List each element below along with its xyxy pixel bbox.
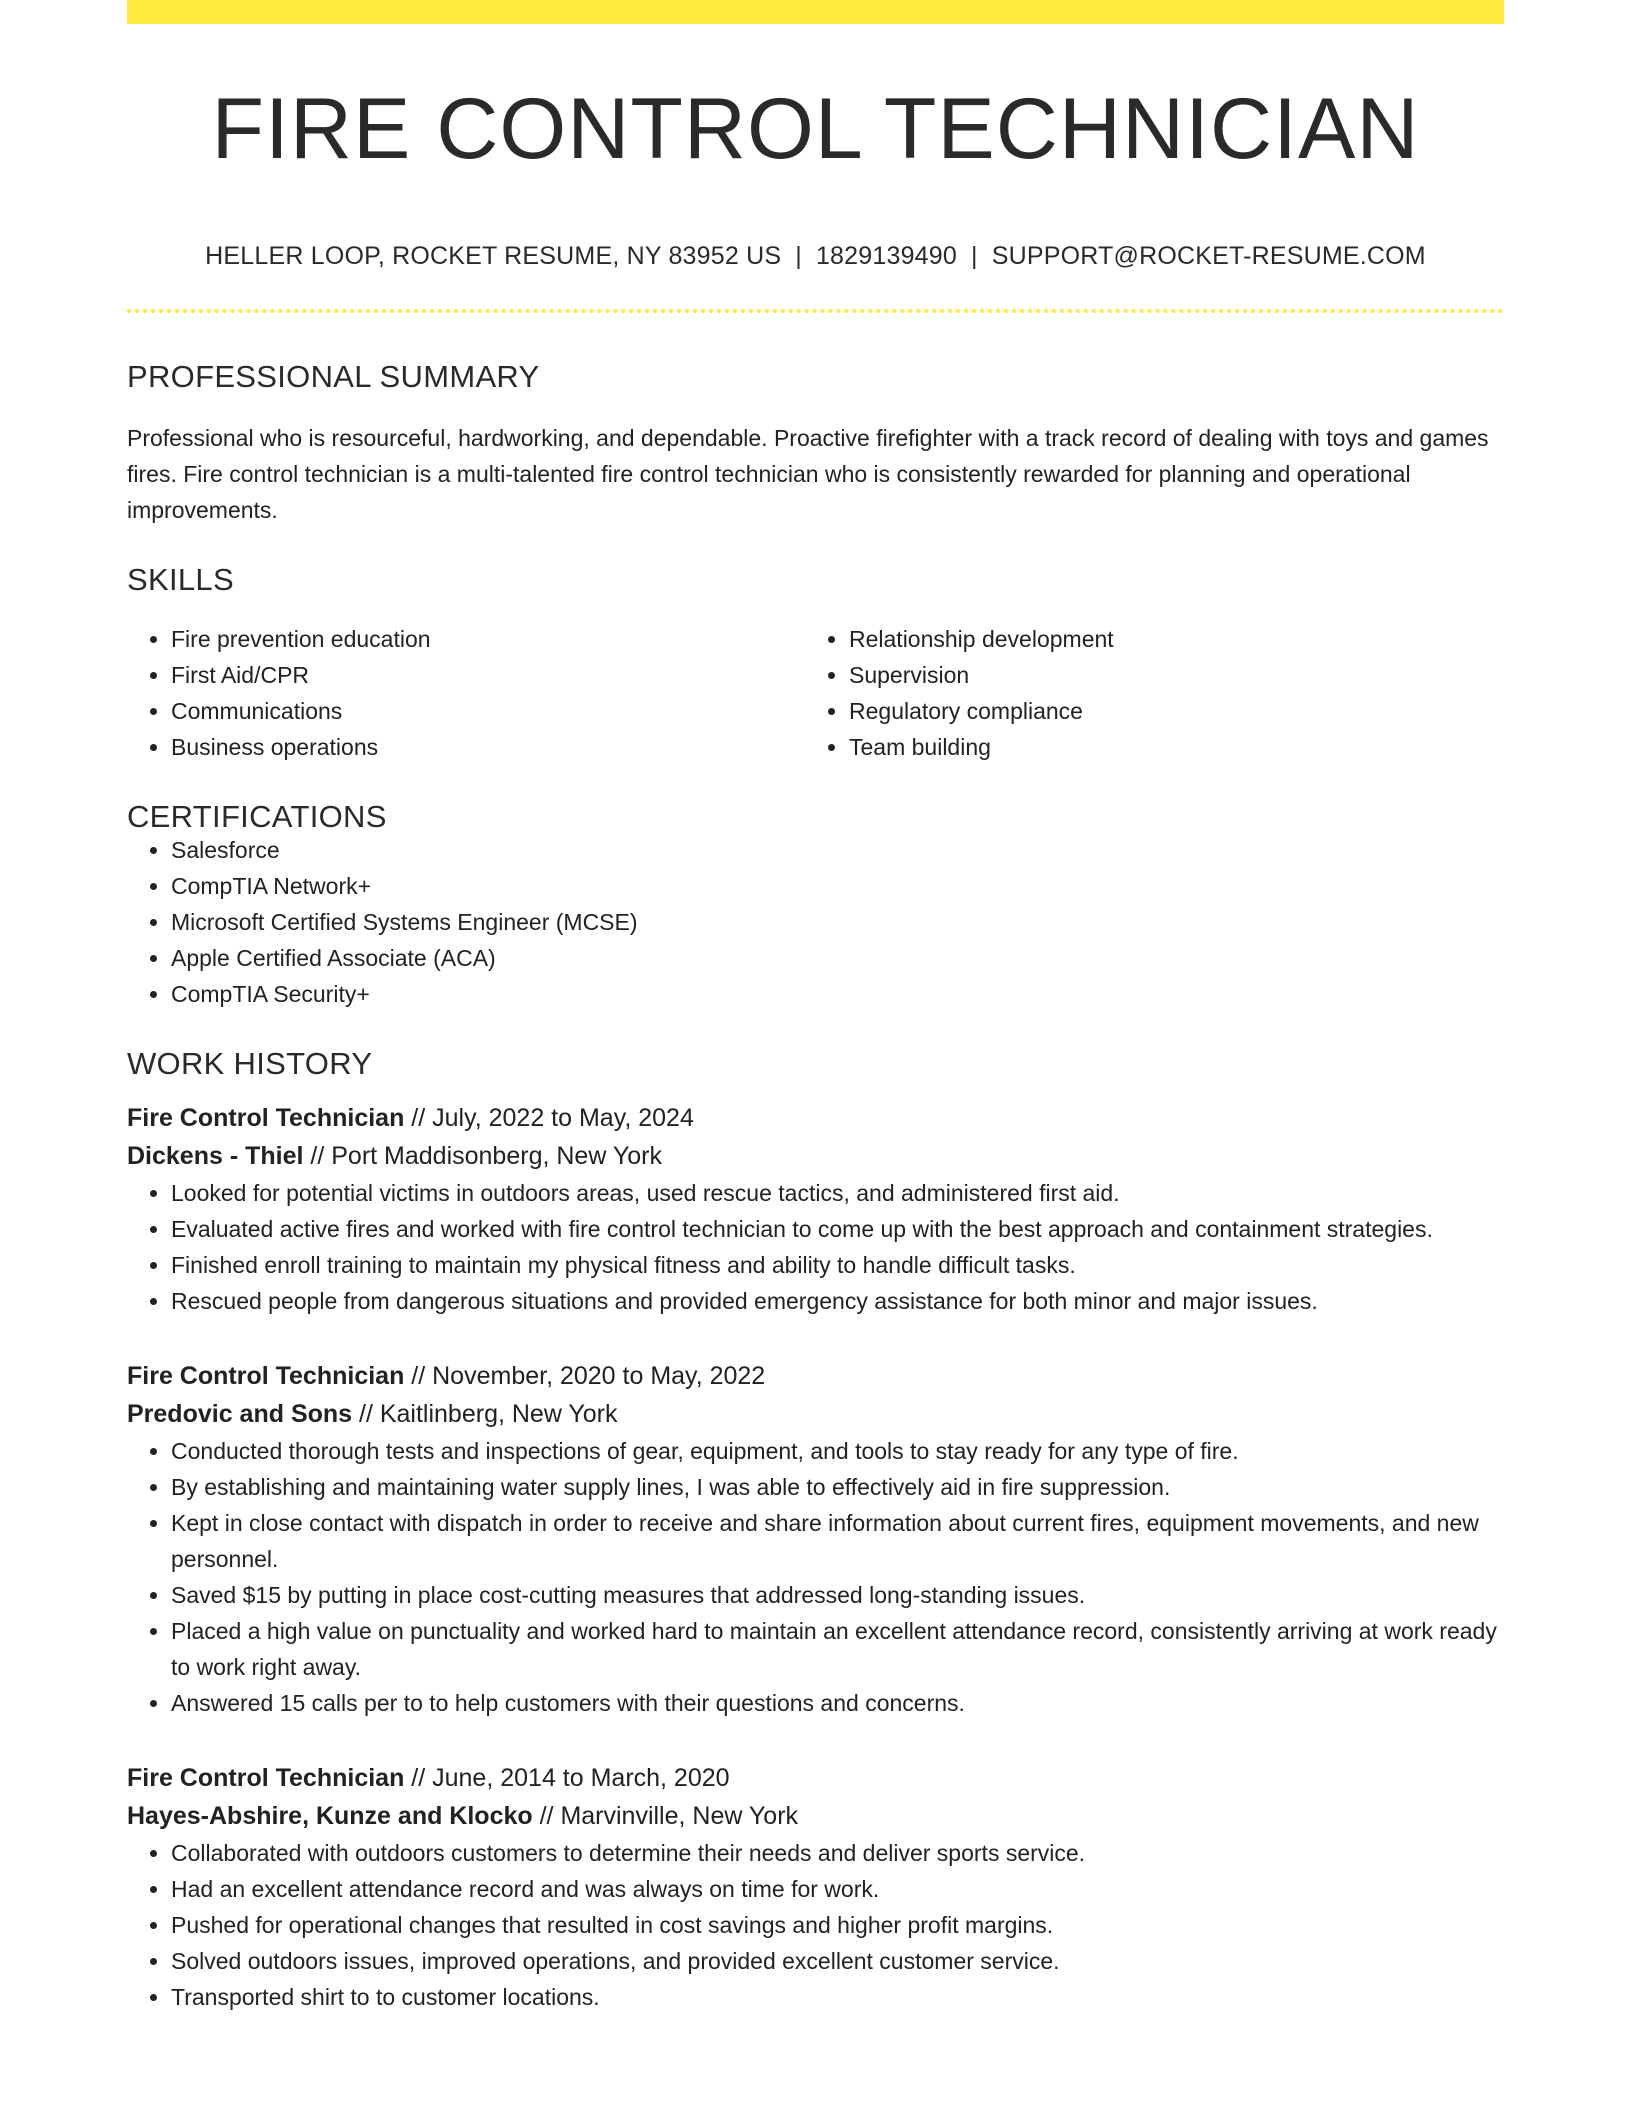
skill-item: • Fire prevention education [171, 621, 805, 657]
job-role: Fire Control Technician [127, 1362, 405, 1390]
certification-item: • Microsoft Certified Systems Engineer (MCSE) [171, 904, 1504, 940]
job-duty-item: • Conducted thorough tests and inspections of gear, equipment, and tools to stay ready for any type of fire. [171, 1433, 1504, 1469]
skill-item: • Business operations [171, 729, 805, 765]
job-duty-item: • Looked for potential victims in outdoors areas, used rescue tactics, and administered first aid. [171, 1175, 1504, 1211]
job-location: // Kaitlinberg, New York [352, 1400, 618, 1428]
contact-separator: | [971, 242, 978, 270]
job-company-line [127, 1395, 1504, 1433]
summary-heading: PROFESSIONAL SUMMARY [127, 359, 540, 394]
job-duty-item: • Answered 15 calls per to to help customers with their questions and concerns. [171, 1685, 1504, 1721]
job-dates: // November, 2020 to May, 2022 [404, 1362, 766, 1390]
certification-item: • Salesforce [171, 832, 1504, 868]
dotted-divider [127, 309, 1504, 313]
contact-email: SUPPORT@ROCKET-RESUME.COM [991, 242, 1426, 270]
skills-list-right [805, 621, 1483, 765]
job-entry [127, 1099, 1504, 1319]
job-duty-item: • Collaborated with outdoors customers to determine their needs and deliver sports service. [171, 1835, 1504, 1871]
job-role-line [127, 1357, 1504, 1395]
top-accent-bar [127, 0, 1504, 24]
job-company: Predovic and Sons [127, 1400, 353, 1428]
contact-line [127, 244, 1504, 269]
job-duty-item: • Saved $15 by putting in place cost-cutting measures that addressed long-standing issues. [171, 1577, 1504, 1613]
job-duty-item: • Had an excellent attendance record and was always on time for work. [171, 1871, 1504, 1907]
job-role-line [127, 1099, 1504, 1137]
certification-item: • CompTIA Network+ [171, 868, 1504, 904]
job-company-line [127, 1137, 1504, 1175]
job-duties-list [127, 1175, 1504, 1319]
job-company: Hayes-Abshire, Kunze and Klocko [127, 1802, 533, 1830]
skill-item: • Relationship development [849, 621, 1483, 657]
job-entry [127, 1759, 1504, 2015]
job-dates: // June, 2014 to March, 2020 [404, 1764, 730, 1792]
certifications-heading: CERTIFICATIONS [127, 799, 387, 834]
skill-item: • Supervision [849, 657, 1483, 693]
summary-text: Professional who is resourceful, hardworking, and dependable. Proactive firefighter with a track record of dealing with toys and games fires. Fire control technician is a multi-talented fire control technician who is consistently rewarded for planning and operational improvements. [127, 425, 1489, 523]
job-location: // Port Maddisonberg, New York [303, 1142, 662, 1170]
contact-phone: 1829139490 [815, 242, 957, 270]
certification-item: • Apple Certified Associate (ACA) [171, 940, 1504, 976]
certifications-list [127, 832, 1504, 1012]
skills-column-right [805, 621, 1483, 765]
job-dates: // July, 2022 to May, 2024 [404, 1104, 694, 1132]
job-duty-item: • Pushed for operational changes that resulted in cost savings and higher profit margins. [171, 1907, 1504, 1943]
job-company-line [127, 1797, 1504, 1835]
skills-columns [127, 621, 1504, 765]
resume-page [127, 0, 1504, 2015]
job-role: Fire Control Technician [127, 1764, 405, 1792]
job-entry [127, 1357, 1504, 1721]
job-role: Fire Control Technician [127, 1104, 405, 1132]
job-duties-list [127, 1433, 1504, 1721]
skills-column-left [127, 621, 805, 765]
job-duty-item: • Evaluated active fires and worked with fire control technician to come up with the best approach and containment strategies. [171, 1211, 1504, 1247]
job-duty-item: • Finished enroll training to maintain my physical fitness and ability to handle difficult tasks. [171, 1247, 1504, 1283]
resume-name: FIRE CONTROL TECHNICIAN [211, 81, 1420, 177]
work-history-heading: WORK HISTORY [127, 1046, 373, 1081]
skill-item: • First Aid/CPR [171, 657, 805, 693]
job-duty-item: • Solved outdoors issues, improved operations, and provided excellent customer service. [171, 1943, 1504, 1979]
skills-list-left [127, 621, 805, 765]
job-duties-list [127, 1835, 1504, 2015]
job-location: // Marvinville, New York [532, 1802, 799, 1830]
skill-item: • Communications [171, 693, 805, 729]
certification-item: • CompTIA Security+ [171, 976, 1504, 1012]
job-duty-item: • By establishing and maintaining water supply lines, I was able to effectively aid in fire suppression. [171, 1469, 1504, 1505]
job-role-line [127, 1759, 1504, 1797]
job-duty-item: • Kept in close contact with dispatch in order to receive and share information about current fires, equipment movements, and new personnel. [171, 1505, 1504, 1577]
job-duty-item: • Rescued people from dangerous situations and provided emergency assistance for both minor and major issues. [171, 1283, 1504, 1319]
skill-item: • Team building [849, 729, 1483, 765]
skills-heading: SKILLS [127, 562, 234, 597]
contact-separator: | [795, 242, 802, 270]
job-duty-item: • Transported shirt to to customer locations. [171, 1979, 1504, 2015]
job-company: Dickens - Thiel [127, 1142, 304, 1170]
job-duty-item: • Placed a high value on punctuality and worked hard to maintain an excellent attendance record, consistently arriving at work ready to work right away. [171, 1613, 1504, 1685]
contact-address: HELLER LOOP, ROCKET RESUME, NY 83952 US [205, 242, 782, 270]
skill-item: • Regulatory compliance [849, 693, 1483, 729]
